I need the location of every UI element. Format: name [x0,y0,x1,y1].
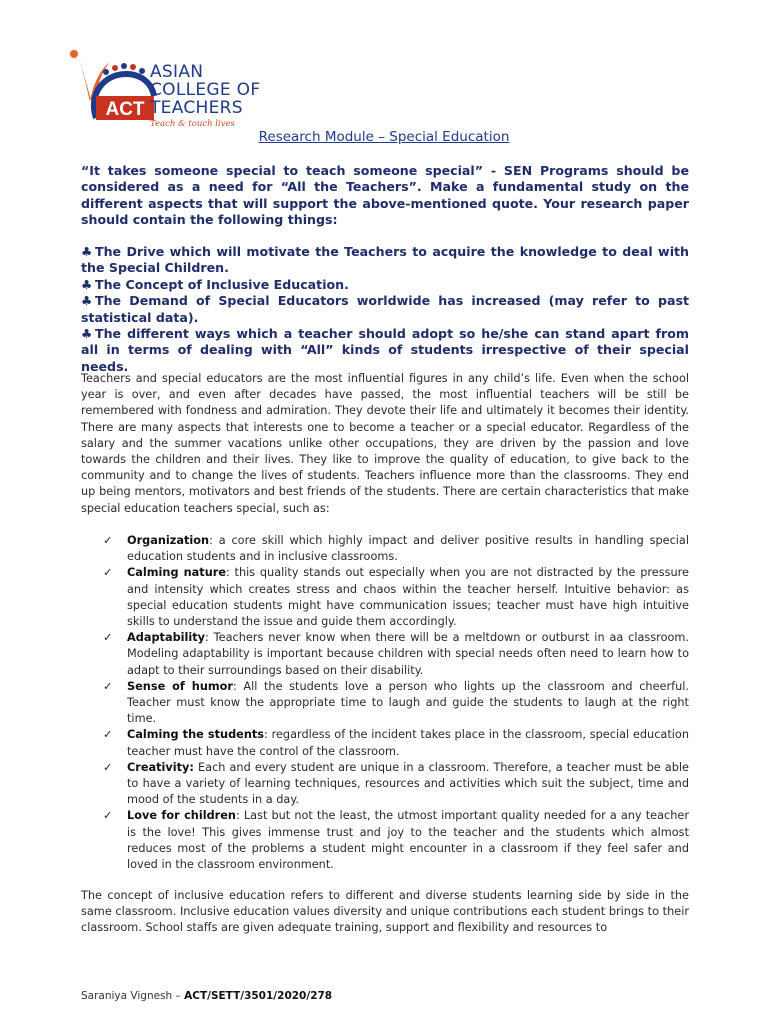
checkmark-icon: ✓ [103,728,113,742]
trait-name: Creativity: [127,760,194,774]
club-icon: ♣ [81,276,93,292]
logo-act-text: ACT [105,99,145,120]
paragraph-text: The concept of inclusive education refers to different and diverse students learning side by side in the same classroom. Inclusive education values diversity and unique contributions each student brings to their classroom. School staffs are given adequate training, support and flexibility and resources to [81,889,689,935]
requirements-list [81,244,689,375]
checkmark-icon: ✓ [103,631,113,645]
club-icon: ♣ [81,244,93,259]
checkmark-icon: ✓ [103,809,113,823]
list-item: ♣ The different ways which a teacher should adopt so he/she can stand apart from all in terms of dealing with “All” kinds of students irrespective of their special needs. [81,326,689,374]
footer-code: ACT/SETT/3501/2020/278 [184,990,333,1002]
list-item [103,760,689,809]
trait-text: : this quality stands out especially when you are not distracted by the pressure and intensity which creates stress and chaos within the teacher herself. Intuitive behavior: as special education students might have communication issues; teacher must have high intuitive skills to understand the issue and guide them accordingly. [127,566,689,629]
checkmark-icon: ✓ [103,534,113,547]
intro-paragraph [81,163,689,229]
intro-text: “It takes someone special to teach someone special” - SEN Programs should be considered as a need for “All the Teachers”. Make a fundamental study on the different aspects that will support the above-mentioned quote. Your research paper should contain the following things: [81,163,689,228]
trait-text: : a core skill which highly impact and deliver positive results in handling special education students and in inclusive classrooms. [127,534,689,564]
trait-name: Adaptability [127,631,206,645]
trait-text: : Teachers never know when there will be a meltdown or outburst in aa classroom. Modeling adaptability is important because children with special needs often need to learn how to adapt to their surroundings based on their disability. [127,631,689,677]
club-icon: ♣ [81,293,93,309]
trait-text: : Last but not the least, the utmost important quality needed for a any teacher is the love! This gives immense trust and joy to the teacher and the students which almost reduces most of the problems a student might encounter in a classroom if they feel safer and loved in the classroom environment. [127,809,689,872]
checkmark-icon: ✓ [103,760,113,774]
logo-line-asian: ASIAN [150,62,204,82]
trait-name: Calming the students [127,728,264,742]
list-item [103,533,689,565]
trait-text: : regardless of the incident takes place in the classroom, special education teacher must have the control of the classroom. [127,728,689,758]
traits-list [103,533,689,873]
footer-author: Saraniya Vignesh – [81,990,185,1002]
trait-name: Calming nature [127,566,226,580]
list-item [103,630,689,679]
checkmark-icon: ✓ [103,566,113,580]
trait-text: : All the students love a person who lights up the classroom and cheerful. Teacher must know the appropriate time to laugh and guide the students to laugh at the right time. [127,679,689,726]
list-item [103,727,689,759]
list-item: ♣ The Concept of Inclusive Education. [81,276,349,292]
trait-text: Each and every student are unique in a classroom. Therefore, a teacher must be able to have a variety of learning techniques, resources and activities which suit the subject, time and mood of the students in a day. [127,760,689,807]
logo-tagline: Teach & touch lives [150,118,235,129]
list-item: ♣ The Demand of Special Educators worldwide has increased (may refer to past statistical data). [81,293,689,325]
logo-wordmark [150,64,260,128]
list-item: ♣ The Drive which will motivate the Teachers to acquire the knowledge to deal with the Special Children. [81,244,689,276]
list-item [103,808,689,873]
logo-line-teachers: TEACHERS [150,97,243,118]
paragraph-text: Teachers and special educators are the most influential figures in any child’s life. Even when the school year is over, and even after decades have passed, the most influential teachers will be still be remembered with fondness and admiration. They devote their life and ultimately it becomes their identity. There are many aspects that interests one to become a teacher or a special educator. Regardless of the salary and the summer vacations unlike other occupations, they are driven by the passion and love towards the children and their lives. They like to improve the quality of education, to give back to the community and to change the lives of students. Teachers influence more than the classrooms. They end up being mentors, motivators and best friends of the students. There are certain characteristics that make special education teachers special, such as: [81,372,689,515]
paragraph-teachers [81,371,689,517]
trait-name: Sense of humor [127,679,233,693]
list-item [103,565,689,630]
checkmark-icon: ✓ [103,679,113,693]
trait-name: Organization [127,534,210,547]
club-icon: ♣ [81,326,93,342]
college-logo [60,44,290,134]
document-title: Research Module – Special Education [258,129,510,145]
list-item [103,679,689,728]
page-footer [81,990,332,1002]
trait-name: Love for children [127,809,236,823]
logo-line-college: COLLEGE OF [150,79,261,100]
paragraph-inclusive [81,888,689,937]
